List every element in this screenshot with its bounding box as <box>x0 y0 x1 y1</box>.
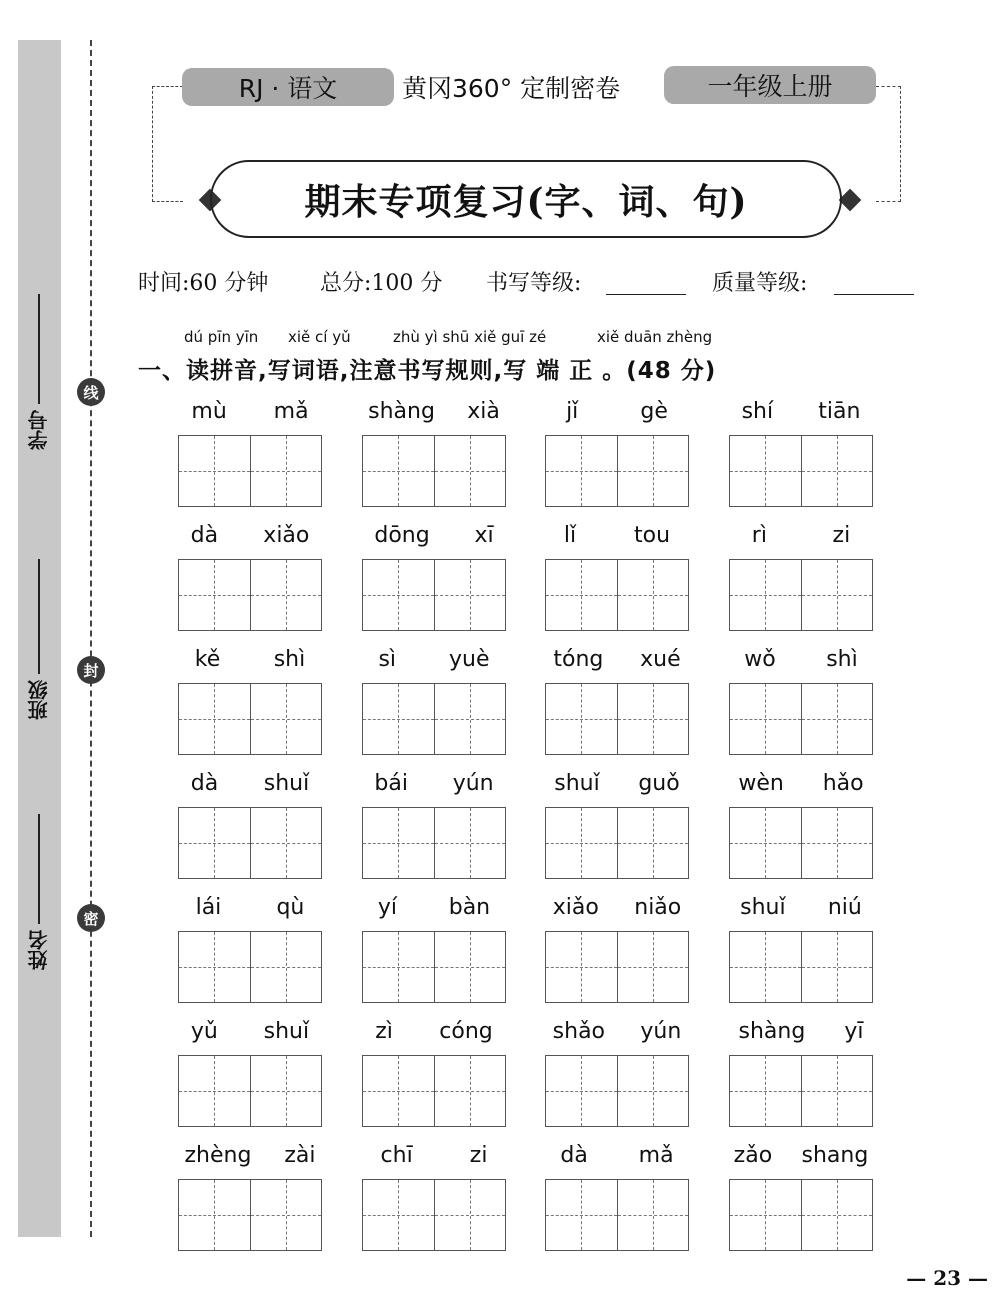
word-item <box>545 1142 689 1257</box>
tianzige-cell[interactable] <box>801 1056 873 1126</box>
title-frame <box>210 160 842 238</box>
pinyin-syllable: tiān <box>818 399 861 424</box>
tianzige-cell[interactable] <box>250 684 322 754</box>
pinyin-row <box>352 398 516 426</box>
pinyin-row <box>719 1018 883 1046</box>
pinyin-syllable: kě <box>194 647 221 672</box>
tianzige-cell[interactable] <box>730 932 801 1002</box>
tianzige-cell[interactable] <box>179 436 250 506</box>
writing-boxes <box>729 435 873 507</box>
word-item <box>362 1142 506 1257</box>
exam-time: 时间:60 分钟 <box>138 271 269 296</box>
writing-boxes <box>362 807 506 879</box>
pinyin-syllable: shì <box>826 647 858 672</box>
word-item <box>729 1142 873 1257</box>
word-item <box>362 522 506 637</box>
pinyin-syllable: yún <box>640 1019 682 1044</box>
tianzige-cell[interactable] <box>363 1180 434 1250</box>
tianzige-cell[interactable] <box>730 436 801 506</box>
pinyin-row <box>352 1018 516 1046</box>
word-item <box>178 1142 322 1257</box>
writing-boxes <box>362 1055 506 1127</box>
writing-boxes <box>178 807 322 879</box>
grade-badge: 一年级上册 <box>664 66 876 104</box>
tianzige-cell[interactable] <box>546 808 617 878</box>
word-item <box>729 522 873 637</box>
tianzige-cell[interactable] <box>546 1056 617 1126</box>
pinyin-syllable: shàng <box>368 399 435 424</box>
word-item <box>545 646 689 761</box>
tianzige-cell[interactable] <box>363 932 434 1002</box>
pinyin-syllable: zi <box>469 1143 488 1168</box>
pinyin-syllable: gè <box>640 399 668 424</box>
pinyin-syllable: xià <box>467 399 500 424</box>
tianzige-cell[interactable] <box>250 436 322 506</box>
page-number: — 23 — <box>906 1266 988 1290</box>
cut-line <box>90 40 92 1237</box>
tianzige-cell[interactable] <box>179 1180 250 1250</box>
tianzige-cell[interactable] <box>434 560 506 630</box>
tianzige-cell[interactable] <box>434 1180 506 1250</box>
header-bracket-left <box>152 86 183 202</box>
student-id-blank[interactable] <box>38 294 40 404</box>
pinyin-row <box>535 646 699 674</box>
pinyin-row <box>352 522 516 550</box>
pinyin-syllable: niú <box>827 895 862 920</box>
page-title: 期末专项复习(字、词、句) <box>304 180 748 223</box>
writing-boxes <box>545 683 689 755</box>
tianzige-cell[interactable] <box>801 684 873 754</box>
writing-boxes <box>362 559 506 631</box>
word-item <box>178 398 322 513</box>
pinyin-row <box>352 1142 516 1170</box>
pinyin-row <box>535 894 699 922</box>
class-label: 班级 <box>27 680 51 720</box>
tianzige-cell[interactable] <box>617 684 689 754</box>
tianzige-cell[interactable] <box>363 436 434 506</box>
word-item <box>729 770 873 885</box>
pinyin-syllable: chī <box>380 1143 413 1168</box>
pinyin-syllable: shí <box>741 399 774 424</box>
tianzige-cell[interactable] <box>801 560 873 630</box>
tianzige-cell[interactable] <box>434 684 506 754</box>
tianzige-cell[interactable] <box>617 1056 689 1126</box>
question-pinyin: xiě cí yǔ <box>288 328 351 346</box>
pinyin-syllable: bái <box>374 771 408 796</box>
pinyin-syllable: rì <box>751 523 767 548</box>
pinyin-syllable: cóng <box>439 1019 493 1044</box>
pinyin-syllable: xiǎo <box>263 523 310 548</box>
tianzige-cell[interactable] <box>250 560 322 630</box>
tianzige-cell[interactable] <box>250 1180 322 1250</box>
pinyin-syllable: shǎo <box>552 1019 606 1044</box>
pinyin-syllable: jǐ <box>566 399 579 424</box>
writing-boxes <box>729 559 873 631</box>
writing-boxes <box>545 931 689 1003</box>
tianzige-cell[interactable] <box>730 808 801 878</box>
pinyin-syllable: qù <box>276 895 305 920</box>
writing-boxes <box>178 683 322 755</box>
writing-boxes <box>729 683 873 755</box>
pinyin-syllable: yǔ <box>190 1019 218 1044</box>
word-item <box>545 1018 689 1133</box>
pinyin-syllable: sì <box>378 647 397 672</box>
tianzige-cell[interactable] <box>546 684 617 754</box>
pinyin-row <box>168 646 332 674</box>
tianzige-cell[interactable] <box>363 808 434 878</box>
pinyin-syllable: hǎo <box>822 771 864 796</box>
word-item <box>362 894 506 1009</box>
pinyin-syllable: xiǎo <box>552 895 599 920</box>
pinyin-row <box>352 770 516 798</box>
tianzige-cell[interactable] <box>801 1180 873 1250</box>
quality-grade-blank[interactable] <box>834 268 914 295</box>
pinyin-syllable: guǒ <box>638 771 680 796</box>
tianzige-cell[interactable] <box>363 1056 434 1126</box>
pinyin-syllable: xué <box>640 647 681 672</box>
writing-boxes <box>545 807 689 879</box>
word-item <box>362 398 506 513</box>
pinyin-syllable: xī <box>474 523 494 548</box>
word-item <box>545 522 689 637</box>
diamond-right-icon <box>839 189 862 212</box>
pinyin-syllable: yuè <box>449 647 490 672</box>
writing-boxes <box>178 931 322 1003</box>
word-item <box>729 1018 873 1133</box>
writing-grade-label: 书写等级: <box>486 271 582 296</box>
pinyin-row <box>719 646 883 674</box>
pinyin-row <box>535 770 699 798</box>
word-item <box>545 398 689 513</box>
writing-boxes <box>178 1179 322 1251</box>
word-item <box>729 646 873 761</box>
pinyin-row <box>535 1142 699 1170</box>
writing-boxes <box>729 1179 873 1251</box>
pinyin-row <box>168 770 332 798</box>
pinyin-syllable: zi <box>832 523 851 548</box>
tianzige-cell[interactable] <box>434 436 506 506</box>
pinyin-row <box>168 398 332 426</box>
pinyin-syllable: shuǐ <box>263 1019 310 1044</box>
tianzige-cell[interactable] <box>179 808 250 878</box>
writing-boxes <box>729 1055 873 1127</box>
tianzige-cell[interactable] <box>179 932 250 1002</box>
header-bracket-right <box>876 86 901 202</box>
pinyin-syllable: zǎo <box>733 1143 773 1168</box>
writing-boxes <box>545 1055 689 1127</box>
pinyin-syllable: shàng <box>738 1019 806 1044</box>
tianzige-cell[interactable] <box>801 932 873 1002</box>
pinyin-syllable: zài <box>284 1143 316 1168</box>
tianzige-cell[interactable] <box>179 560 250 630</box>
tianzige-cell[interactable] <box>730 1056 801 1126</box>
pinyin-row <box>352 894 516 922</box>
exam-info <box>138 268 938 300</box>
pinyin-syllable: shì <box>273 647 306 672</box>
pinyin-syllable: dà <box>190 523 219 548</box>
word-item <box>178 522 322 637</box>
tianzige-cell[interactable] <box>546 560 617 630</box>
word-item <box>362 646 506 761</box>
pinyin-row <box>168 894 332 922</box>
pinyin-syllable: yún <box>452 771 494 796</box>
word-item <box>545 770 689 885</box>
tianzige-cell[interactable] <box>179 684 250 754</box>
tianzige-cell[interactable] <box>546 1180 617 1250</box>
tianzige-cell[interactable] <box>363 684 434 754</box>
pinyin-row <box>719 522 883 550</box>
tianzige-cell[interactable] <box>434 1056 506 1126</box>
pinyin-row <box>168 522 332 550</box>
name-label: 姓名 <box>27 930 51 970</box>
pinyin-row <box>535 522 699 550</box>
pinyin-row <box>535 1018 699 1046</box>
pinyin-syllable: wèn <box>738 771 784 796</box>
pinyin-row <box>168 1142 332 1170</box>
tianzige-cell[interactable] <box>730 684 801 754</box>
tianzige-cell[interactable] <box>801 808 873 878</box>
question-pinyin: dú pīn yīn <box>184 328 259 346</box>
pinyin-row <box>352 646 516 674</box>
writing-boxes <box>362 435 506 507</box>
tianzige-cell[interactable] <box>730 1180 801 1250</box>
tianzige-cell[interactable] <box>546 932 617 1002</box>
pinyin-syllable: shang <box>801 1143 869 1168</box>
class-blank[interactable] <box>38 559 40 674</box>
pinyin-syllable: dà <box>560 1143 588 1168</box>
pinyin-row <box>719 398 883 426</box>
pinyin-syllable: tou <box>634 523 671 548</box>
subject-badge: RJ · 语文 <box>182 68 394 106</box>
pinyin-row <box>168 1018 332 1046</box>
writing-boxes <box>729 931 873 1003</box>
writing-boxes <box>362 931 506 1003</box>
name-field[interactable] <box>24 790 54 970</box>
pinyin-syllable: shuǐ <box>263 771 310 796</box>
tianzige-cell[interactable] <box>363 560 434 630</box>
tianzige-cell[interactable] <box>617 808 689 878</box>
pinyin-row <box>719 894 883 922</box>
pinyin-syllable: yī <box>844 1019 864 1044</box>
pinyin-syllable: niǎo <box>634 895 682 920</box>
seal-mi: 密 <box>77 904 105 932</box>
tianzige-cell[interactable] <box>179 1056 250 1126</box>
writing-boxes <box>545 559 689 631</box>
pinyin-syllable: bàn <box>448 895 491 920</box>
pinyin-syllable: wǒ <box>744 647 776 672</box>
pinyin-syllable: shuǐ <box>554 771 600 796</box>
pinyin-syllable: tóng <box>553 647 604 672</box>
question-pinyin: xiě duān zhèng <box>597 328 713 346</box>
writing-boxes <box>362 683 506 755</box>
pinyin-syllable: mǎ <box>273 399 309 424</box>
pinyin-syllable: zì <box>375 1019 393 1044</box>
writing-boxes <box>178 559 322 631</box>
pinyin-syllable: yí <box>377 895 397 920</box>
seal-feng: 封 <box>77 656 105 684</box>
word-item <box>178 770 322 885</box>
pinyin-syllable: dōng <box>374 523 430 548</box>
seal-xian: 线 <box>77 378 105 406</box>
tianzige-cell[interactable] <box>434 932 506 1002</box>
pinyin-syllable: mù <box>191 399 227 424</box>
brand-name: 黄冈360° 定制密卷 <box>402 74 621 103</box>
tianzige-cell[interactable] <box>546 436 617 506</box>
quality-grade-label: 质量等级: <box>712 271 808 296</box>
writing-grade-blank[interactable] <box>606 268 686 295</box>
word-item <box>178 894 322 1009</box>
tianzige-cell[interactable] <box>617 436 689 506</box>
pinyin-syllable: zhèng <box>184 1143 252 1168</box>
tianzige-cell[interactable] <box>617 560 689 630</box>
word-item <box>362 1018 506 1133</box>
tianzige-cell[interactable] <box>617 932 689 1002</box>
pinyin-row <box>719 1142 883 1170</box>
word-item <box>729 398 873 513</box>
student-id-label: 学号 <box>27 410 51 450</box>
writing-boxes <box>362 1179 506 1251</box>
word-item <box>362 770 506 885</box>
pinyin-row <box>535 398 699 426</box>
pinyin-syllable: mǎ <box>638 1143 674 1168</box>
word-item <box>178 646 322 761</box>
tianzige-cell[interactable] <box>617 1180 689 1250</box>
word-item <box>729 894 873 1009</box>
class-field[interactable] <box>24 535 54 720</box>
writing-boxes <box>178 1055 322 1127</box>
tianzige-cell[interactable] <box>434 808 506 878</box>
pinyin-syllable: dà <box>190 771 219 796</box>
tianzige-cell[interactable] <box>250 932 322 1002</box>
writing-boxes <box>545 435 689 507</box>
writing-boxes <box>178 435 322 507</box>
name-blank[interactable] <box>38 814 40 924</box>
tianzige-cell[interactable] <box>250 808 322 878</box>
word-item <box>545 894 689 1009</box>
writing-boxes <box>545 1179 689 1251</box>
pinyin-row <box>719 770 883 798</box>
word-item <box>178 1018 322 1133</box>
tianzige-cell[interactable] <box>250 1056 322 1126</box>
pinyin-syllable: lǐ <box>563 523 577 548</box>
question-pinyin: zhù yì shū xiě guī zé <box>393 328 547 346</box>
exam-total: 总分:100 分 <box>320 271 443 296</box>
student-id-field[interactable] <box>24 270 54 450</box>
question-title: 一、读拼音,写词语,注意书写规则,写 端 正 。(48 分) <box>138 358 717 384</box>
tianzige-cell[interactable] <box>730 560 801 630</box>
pinyin-syllable: shuǐ <box>740 895 786 920</box>
writing-boxes <box>729 807 873 879</box>
pinyin-syllable: lái <box>195 895 222 920</box>
tianzige-cell[interactable] <box>801 436 873 506</box>
